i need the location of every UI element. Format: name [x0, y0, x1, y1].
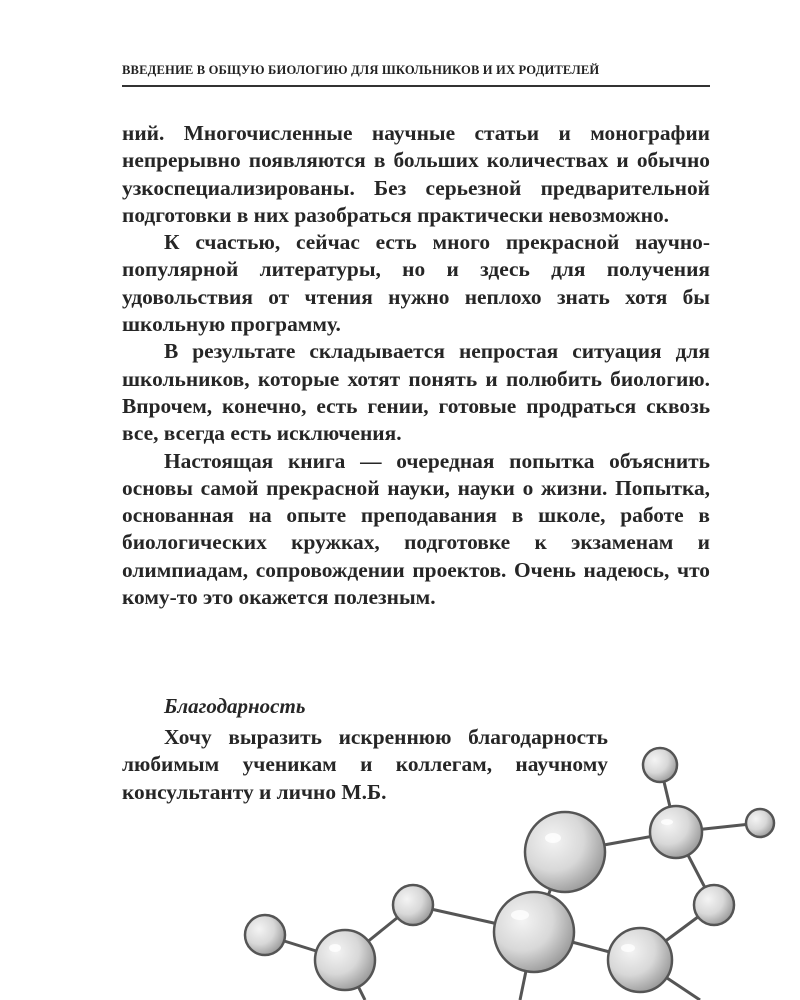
paragraph-3: В результате складывается непростая ситуация для школьников, которые хотят понять и полюбить биологию. Впрочем, конечно, есть гении, готовые продраться сквозь все, всегда есть исключения.	[122, 339, 710, 446]
paragraph-2: К счастью, сейчас есть много прекрасной научно-популярной литературы, но и здесь для получения удовольствия от чтения нужно неплохо знать хотя бы школьную программу.	[122, 230, 710, 337]
acknowledgements-text: Хочу выразить искреннюю благодарность любимым ученикам и коллегам, научному консультанту и лично М.Б.	[122, 725, 608, 804]
acknowledgements-heading: Благодарность	[164, 694, 306, 718]
paragraph-1: ний. Многочисленные научные статьи и монографии непрерывно появляются в больших количествах и обычно узкоспециализированы. Без серьезной предварительной подготовки в них разобраться практически невозможно.	[122, 121, 710, 227]
paragraph-4: Настоящая книга — очередная попытка объяснить основы самой прекрасной науки, науки о жизни. Попытка, основанная на опыте преподавания в школе, работе в биологических кружках, подготовке к экзаменам и олимпиадам, сопровождении проектов. Очень надеюсь, что кому-то это окажется полезным.	[122, 448, 710, 610]
running-title: ВВЕДЕНИЕ В ОБЩУЮ БИОЛОГИЮ ДЛЯ ШКОЛЬНИКОВ И ИХ РОДИТЕЛЕЙ	[122, 63, 600, 77]
